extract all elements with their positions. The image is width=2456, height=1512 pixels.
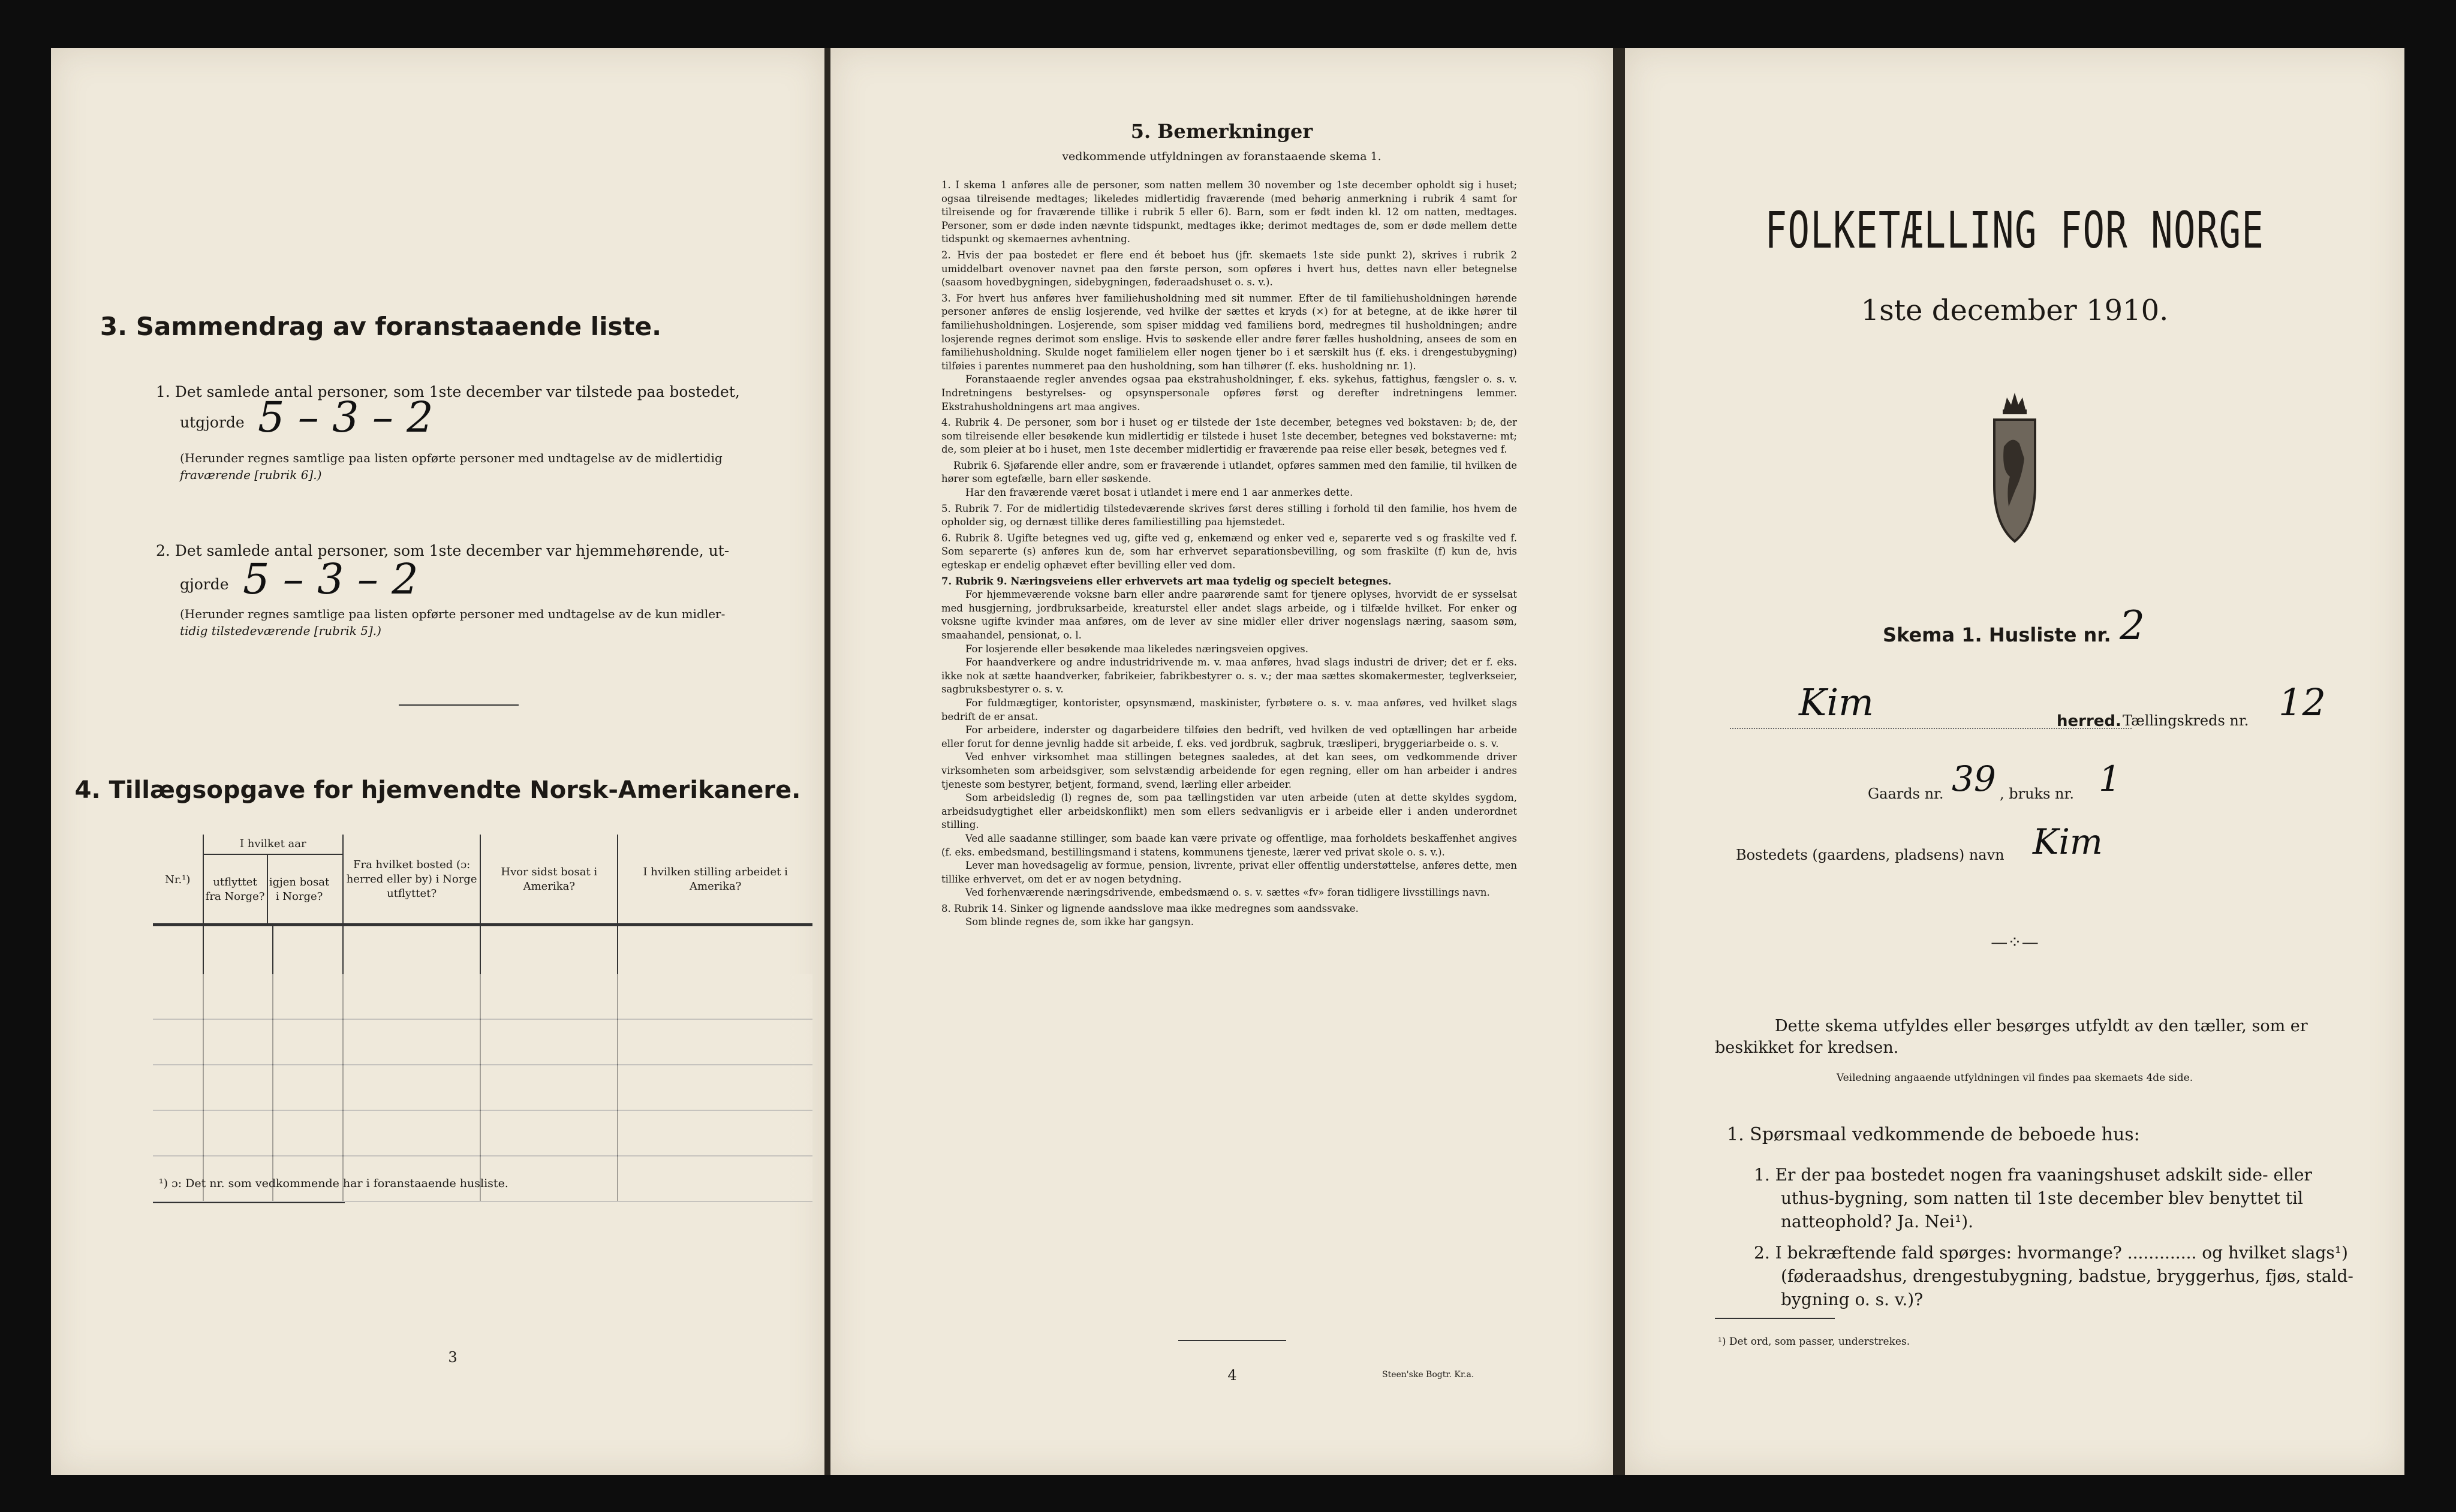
page-number-4: 4	[1227, 1367, 1237, 1384]
paragraph: Rubrik 6. Sjøfarende eller andre, som er fraværende i utlandet, opføres sammen med den familie, til hvilken de hører som egtefælle, barn eller søskende.	[941, 459, 1517, 485]
section4-title: 4. Tillægsopgave for hjemvendte Norsk-Amerikanere.	[74, 776, 801, 804]
col-header-igjen-bosat: igjen bosat i Norge?	[269, 876, 330, 903]
page-right	[1625, 48, 2404, 1475]
intro-line1: Dette skema utfyldes eller besørges utfyldt av den tæller, som er	[1775, 1017, 2308, 1035]
paragraph: Ved alle saadanne stillinger, som baade kan være private og offentlige, maa forholdets beskaffenhet angives (f. eks. embedsmand, bestillingsmand i statens, kommunens tjeneste, lærer ved privat skole o. s. v.).	[941, 832, 1517, 858]
intro-line2: beskikket for kredsen.	[1715, 1038, 1899, 1057]
paragraph: Lever man hovedsagelig av formue, pension, livrente, privat eller offentlig understøttelse, anføres dette, men tillike erhvervet, om det er av nogen betydning.	[941, 860, 1517, 885]
question-1	[1754, 1163, 2312, 1233]
q1-line: 1. Er der paa bostedet nogen fra vaaningshuset adskilt side- eller	[1754, 1165, 2312, 1185]
col-header-fra-bosted: Fra hvilket bosted (ɔ: herred eller by) i Norge utflyttet?	[343, 835, 480, 925]
page-left	[51, 48, 824, 1475]
question-2	[1754, 1241, 2353, 1311]
paragraph: For losjerende eller besøkende maa likeledes næringsveien opgives.	[965, 643, 1308, 655]
q2-line: (føderaadshus, drengestubygning, badstue, bryggerhus, fjøs, stald-	[1781, 1266, 2353, 1286]
husliste-nr-value: 2	[2120, 603, 2145, 649]
item2-label: gjorde	[180, 576, 229, 593]
item1-label: utgjorde	[180, 414, 245, 431]
paragraph: For fuldmægtiger, kontorister, opsynsmænd, maskinister, fyrbøtere o. s. v. maa anføres, ved hvilket slags bedrift de er ansat.	[941, 697, 1517, 722]
paragraph: For haandverkere og andre industridrivende m. v. maa anføres, hvad slags industri de driver; det er f. eks. ikke nok at sætte haandverker, fabrikeier, fabrikbestyrer o. s. v.; der maa sættes skomakermester, teglverkseier, sagbruksbestyrer o. s. v.	[941, 656, 1517, 695]
paragraph: For arbeidere, inderster og dagarbeidere tilføies den bedrift, ved hvilken de ved optællingen har arbeide eller forut for denne jevnlig hadde sit arbeide, f. eks. ved jordbruk, sagbruk, træsliperi, bryggeriarbeide o. s. v.	[941, 724, 1517, 749]
paragraph: 1. I skema 1 anføres alle de personer, som natten mellem 30 november og 1ste december opholdt sig i huset; ogsaa tilreisende medtages; likeledes midlertidig fraværende (med behørig anmerkning i rubrik 4 samt for tilreisende og for fraværende tillike i rubrik 5 eller 6). Barn, som er født inden kl. 12 om natten, medtages. Personer, som er døde inden nævnte tidspunkt, medtages ikke; derimot medtages de, som er døde mellem dette tidspunkt og skemaernes avhentning.	[941, 179, 1517, 245]
paragraph: 6. Rubrik 8. Ugifte betegnes ved ug, gifte ved g, enkemænd og enker ved e, separerte ved s og fraskilte ved f. Som separerte (s) anføres kun de, som har erhvervet separationsbevilling, og som fraskilte (f) kun de, hvis egteskap er endelig ophævet efter bevilling eller ved dom.	[941, 532, 1517, 571]
herred-label: herred.	[2057, 712, 2121, 730]
norwegian-coat-of-arms-icon	[1986, 375, 2043, 555]
bemerkninger-body	[941, 179, 1517, 929]
ornament-icon: —⁘—	[1991, 932, 2039, 952]
q1-line: uthus-bygning, som natten til 1ste december blev benyttet til	[1781, 1188, 2303, 1208]
paragraph: Som blinde regnes de, som ikke har gangsyn.	[965, 916, 1194, 928]
footnote-rule	[1715, 1318, 1835, 1319]
herred-value: Kim	[1799, 680, 1874, 724]
paragraph: 2. Hvis der paa bostedet er flere end ét beboet hus (jfr. skemaets 1ste side punkt 2), skrives i rubrik 2 umiddelbart ovenover navnet paa den første person, som opføres i hvert hus, dettes navn eller betegnelse (saasom hovedbygningen, sidebygningen, føderaadshuset o. s. v.).	[941, 249, 1517, 288]
skema-label: Skema 1. Husliste nr.	[1883, 624, 2111, 646]
paragraph: 5. Rubrik 7. For de midlertidig tilstedeværende skrives først deres stilling i forhold til den familie, hos hvem de opholder sig, og dernæst tillike deres familiestilling paa hjemstedet.	[941, 502, 1517, 528]
item1-handwritten-value: 5 – 3 – 2	[258, 393, 434, 442]
paragraph: 4. Rubrik 4. De personer, som bor i huset og er tilstede der 1ste december, betegnes ved bokstaven: b; de, der som tilreisende eller besøkende kun midlertidig er tilstede i huset 1ste december, betegnes ved bokstaverne: mt; de, som pleier at bo i huset, men 1ste december midlertidig er fraværende paa reise eller besøk, betegnes ved f.	[941, 417, 1517, 456]
item2-line: 2. Det samlede antal personer, som 1ste december var hjemmehørende, ut-	[156, 542, 730, 559]
item2-note-line2: tidig tilstedeværende [rubrik 5].)	[180, 624, 381, 638]
col-header-utflyttet: utflyttet fra Norge?	[204, 855, 268, 924]
col-header-group	[203, 835, 343, 925]
paragraph: 3. For hvert hus anføres hver familiehusholdning med sit nummer. Efter de til familiehusholdningen hørende personer anføres de enslig losjerende, ved hvilke der sættes et kryds (×) for at betegne, at de ikke hører til familiehusholdningen. Losjerende, som spiser middag ved familiens bord, medregnes til husholdningen; andre losjerende regnes derimot som enslige. Hvis to søskende eller andre fører fælles husholdning, ansees de som en familiehusholdning. Skulde noget familielem eller nogen tjener bo i et særskilt hus (f. eks. i drengestubygning) tilføies i parentes nummeret paa den husholdning, som han tilhører (f. eks. husholdning nr. 1).	[941, 292, 1517, 372]
q2-line: bygning o. s. v.)?	[1781, 1290, 1924, 1309]
table-header-rule	[153, 923, 812, 926]
item1-line: 1. Det samlede antal personer, som 1ste december var tilstede paa bostedet,	[156, 383, 740, 400]
footnote-rule	[153, 1202, 345, 1203]
page-gutter	[1613, 48, 1625, 1475]
left-footnote: ¹) ɔ: Det nr. som vedkommende har i foranstaaende husliste.	[159, 1177, 508, 1190]
paragraph: 8. Rubrik 14. Sinker og lignende aandsslove maa ikke medregnes som aandssvake.	[941, 902, 1359, 914]
census-title: FOLKETÆLLING FOR NORGE	[1765, 201, 2265, 260]
item1-note	[180, 450, 803, 483]
item2-note	[180, 606, 803, 639]
bruks-value: 1	[2099, 758, 2121, 799]
bosted-value: Kim	[2033, 821, 2103, 862]
paragraph: 7. Rubrik 9. Næringsveiens eller erhvervets art maa tydelig og specielt betegnes.	[941, 575, 1392, 587]
paragraph: Ved forhenværende næringsdrivende, embedsmænd o. s. v. sættes «fv» foran tidligere livsstillings navn.	[965, 887, 1490, 899]
kreds-value: 12	[2279, 680, 2326, 724]
paragraph: Foranstaaende regler anvendes ogsaa paa ekstrahusholdninger, f. eks. sykehus, fattighus, fængsler o. s. v. Indretningens bestyrelses- og opsynspersonale opføres først og derefter indretningens lemmer. Ekstrahusholdningens art maa angives.	[941, 374, 1517, 412]
q2-line: 2. I bekræftende fald spørges: hvormange? ............. og hvilket slags¹)	[1754, 1243, 2348, 1263]
item2-handwritten-value: 5 – 3 – 2	[243, 555, 419, 604]
gaards-label: Gaards nr.	[1868, 785, 1944, 802]
page-gutter	[824, 48, 830, 1475]
paragraph: Som arbeidsledig (l) regnes de, som paa tællingstiden var uten arbeide (uten at dette skyldes sygdom, arbeidsudygtighet eller arbeidskonflikt) men som ellers sedvanligvis er i arbeide eller i anden underordnet stilling.	[941, 792, 1517, 831]
gaards-value: 39	[1952, 758, 1996, 799]
veiledning-note: Veiledning angaaende utfyldningen vil findes paa skemaets 4de side.	[1836, 1072, 2193, 1084]
item1-note-line2: fraværende [rubrik 6].)	[180, 468, 322, 482]
item2-note-line1: (Herunder regnes samtlige paa listen opførte personer med undtagelse av de kun midler-	[180, 607, 726, 621]
table-row-lines	[153, 974, 812, 1202]
col-header-amerika-bosat: Hvor sidst bosat i Amerika?	[480, 835, 618, 925]
col-header-aar: I hvilket aar	[204, 835, 342, 855]
bosted-label: Bostedets (gaardens, pladsens) navn	[1736, 847, 2004, 863]
section3-title: 3. Sammendrag av foranstaaende liste.	[100, 312, 662, 341]
q1-line: natteophold? Ja. Nei¹).	[1781, 1212, 1974, 1231]
paragraph: Har den fraværende været bosat i utlandet i mere end 1 aar anmerkes dette.	[965, 487, 1353, 499]
col-header-nr: Nr.¹)	[153, 835, 203, 925]
divider	[399, 704, 519, 706]
census-date: 1ste december 1910.	[1861, 294, 2169, 327]
col-header-stilling: I hvilken stilling arbeidet i Amerika?	[618, 835, 812, 925]
paragraph: Ved enhver virksomhet maa stillingen betegnes saaledes, at det kan sees, om vedkommende driver virksomheten som arbeidsgiver, som selvstændig arbeidende for egen regning, eller om han arbeider i andres tjeneste som bestyrer, betjent, formand, svend, lærling eller arbeider.	[941, 751, 1517, 790]
paragraph: For hjemmeværende voksne barn eller andre paarørende samt for tjenere oplyses, hvorvidt de er sysselsat med husgjerning, jordbruksarbeide, kreaturstel eller andet slags arbeide, og i tilfælde hvilket. For enker og voksne ugifte kvinder maa anføres, om de lever av sine midler eller driver nogenslags næring, saasom søm, smaahandel, pensionat, o. l.	[941, 589, 1517, 641]
bemerkninger-title: 5. Bemerkninger	[1130, 120, 1313, 143]
page-middle	[830, 48, 1613, 1475]
kreds-label: Tællingskreds nr.	[2123, 712, 2249, 729]
printer-mark: Steen'ske Bogtr. Kr.a.	[1382, 1370, 1474, 1380]
questions-heading: 1. Spørsmaal vedkommende de beboede hus:	[1727, 1124, 2140, 1145]
right-footnote: ¹) Det ord, som passer, understrekes.	[1718, 1336, 1910, 1348]
bruks-label: , bruks nr.	[2000, 785, 2074, 802]
item1-note-line1: (Herunder regnes samtlige paa listen opførte personer med undtagelse av de midlertidig	[180, 451, 723, 465]
divider	[1178, 1340, 1286, 1341]
page-number-3: 3	[448, 1349, 458, 1366]
bemerkninger-subtitle: vedkommende utfyldningen av foranstaaende skema 1.	[1062, 150, 1382, 163]
